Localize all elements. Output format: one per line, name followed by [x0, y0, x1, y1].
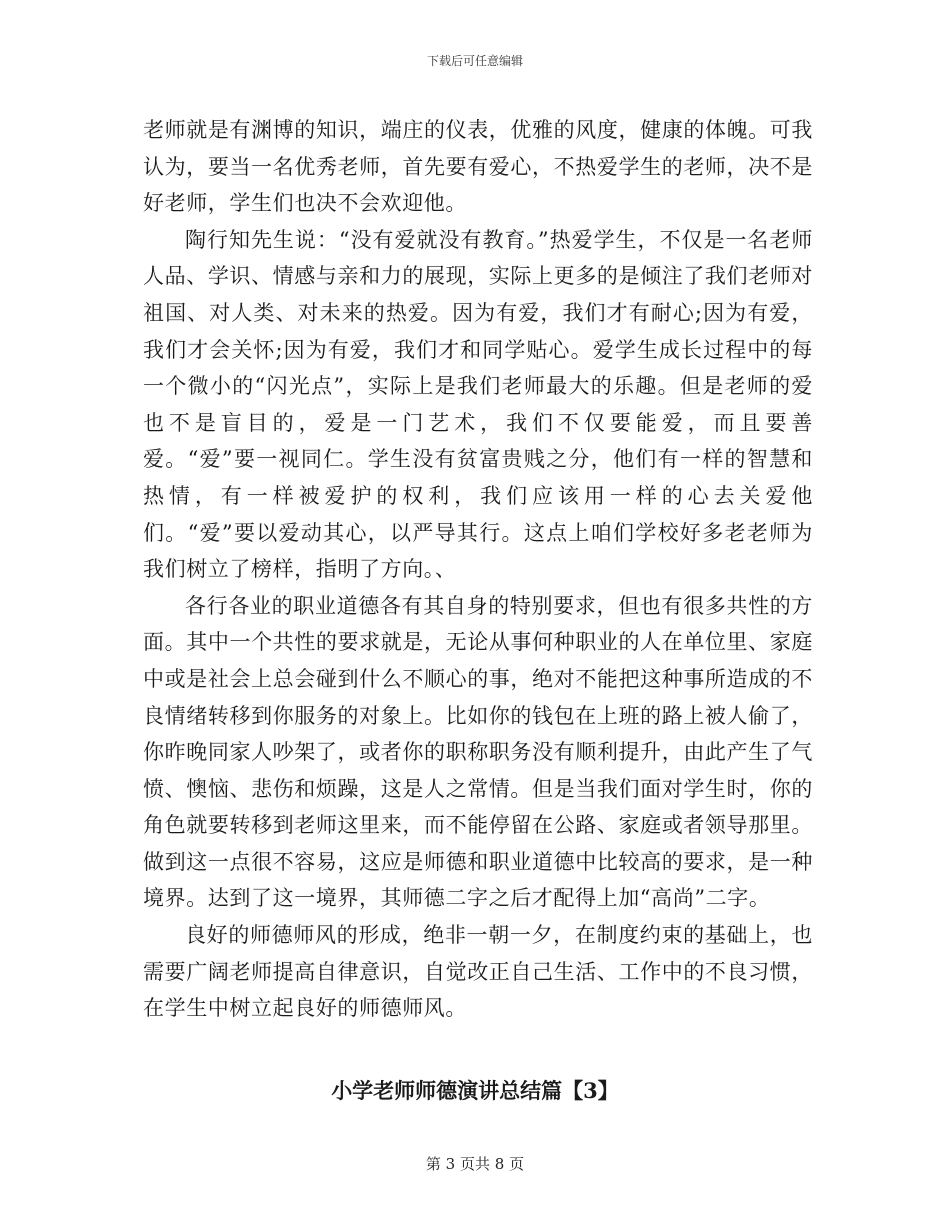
page-footer: 第 3 页共 8 页 — [425, 1155, 525, 1173]
paragraph-4: 良好的师德师风的形成，绝非一朝一夕，在制度约束的基础上，也需要广阔老师提高自律意识，自觉改正自己生活、工作中的不良习惯，在学生中树立起良好的师德师风。 — [143, 923, 813, 1021]
paragraph-2: 陶行知先生说：“没有爱就没有教育。”热爱学生，不仅是一名老师人品、学识、情感与亲和力的展现，实际上更多的是倾注了我们老师对祖国、对人类、对未来的热爱。因为有爱，我们才有耐心;因为有爱，我们才会关怀;因为有爱，我们才和同学贴心。爱学生成长过程中的每一个微小的“闪光点”，实际上是我们老师最大的乐趣。但是老师的爱也不是盲目的，爱是一门艺术，我们不仅要能爱，而且要善爱。“爱”要一视同仁。学生没有贫富贵贱之分，他们有一样的智慧和热情，有一样被爱护的权利，我们应该用一样的心去关爱他们。“爱”要以爱动其心，以严导其行。这点上咱们学校好多老老师为我们树立了榜样，指明了方向。、 — [143, 227, 813, 582]
section-title: 小学老师师德演讲总结篇【3】 — [331, 1078, 619, 1103]
paragraph-1: 老师就是有渊博的知识，端庄的仪表，优雅的风度，健康的体魄。可我认为，要当一名优秀老师，首先要有爱心，不热爱学生的老师，决不是好老师，学生们也决不会欢迎他。 — [143, 118, 813, 216]
document-body — [143, 112, 813, 1027]
paragraph-3: 各行各业的职业道德各有其自身的特别要求，但也有很多共性的方面。其中一个共性的要求就是，无论从事何种职业的人在单位里、家庭中或是社会上总会碰到什么不顺心的事，绝对不能把这种事所造成的不良情绪转移到你服务的对象上。比如你的钱包在上班的路上被人偷了，你昨晚同家人吵架了，或者你的职称职务没有顺利提升，由此产生了气愤、懊恼、悲伤和烦躁，这是人之常情。但是当我们面对学生时，你的角色就要转移到老师这里来，而不能停留在公路、家庭或者领导那里。做到这一点很不容易，这应是师德和职业道德中比较高的要求，是一种境界。达到了这一境界，其师德二字之后才配得上加“高尚”二字。 — [143, 593, 813, 911]
page-header: 下载后可任意编辑 — [426, 54, 523, 68]
